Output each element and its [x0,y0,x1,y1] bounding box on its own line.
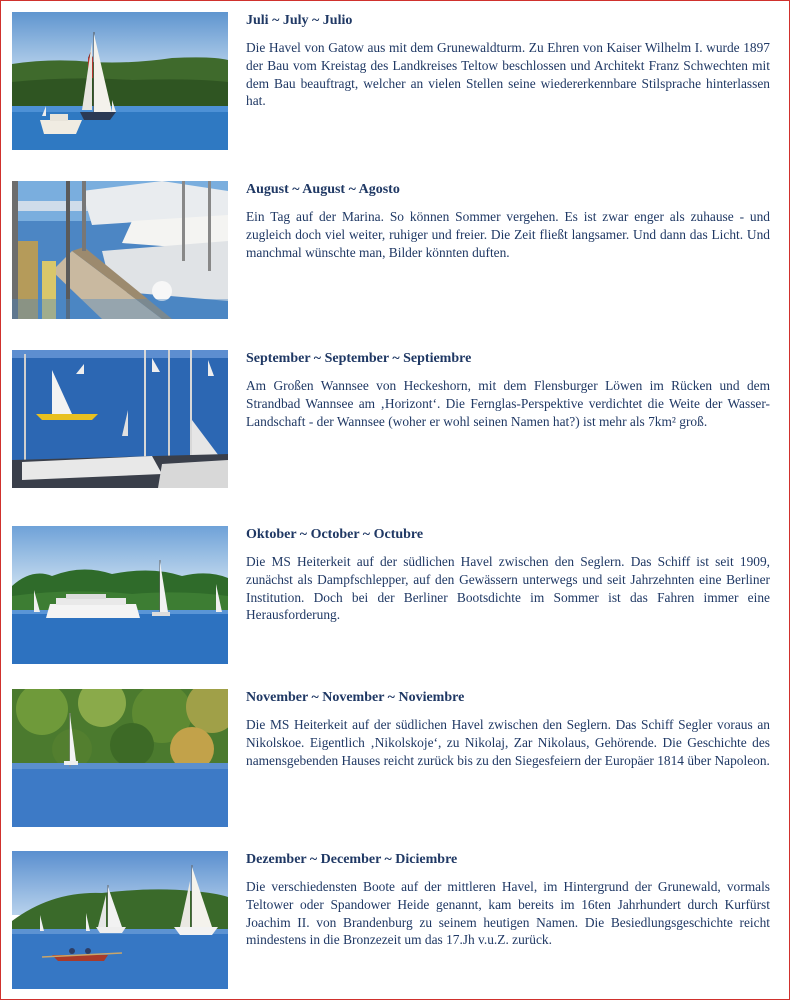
photo-october [12,526,228,664]
month-heading: November ~ November ~ Noviembre [246,690,465,705]
month-heading: Oktober ~ October ~ Octubre [246,527,424,542]
photo-september [12,350,228,488]
month-description: Die MS Heiterkeit auf der südlichen Havel zwischen den Seglern. Das Schiff ist seit 1909, zunächst als Dampfschlepper, auf den Gewässern unterwegs und seit Jahrzehnten eine Berliner Institution. Doch bei der Berliner Bootsdichte im Sommer ist das Fahren immer eine Herausforderung. [246,554,770,623]
photo-december [12,851,228,989]
month-heading: Juli ~ July ~ Julio [246,13,353,28]
month-description: Ein Tag auf der Marina. So können Sommer vergehen. Es ist zwar enger als zuhause - und zugleich doch viel weiter, ruhiger und freier. Die Zeit fließt langsamer. Und dann das Licht. Und manchmal wünschte man, Bilder könnten duften. [246,209,770,260]
month-description: Am Großen Wannsee von Heckeshorn, mit dem Flensburger Löwen im Rücken und dem Strandbad Wannsee am ‚Horizont‘. Die Fernglas-Perspektive verdichtet die Weite der Wasser-Landschaft - der Wannsee (woher er wohl seinen Namen hat?) ist mehr als 7km² groß. [246,378,770,429]
month-heading: August ~ August ~ Agosto [246,182,400,197]
photo-july [12,12,228,150]
month-description: Die verschiedensten Boote auf der mittleren Havel, im Hintergrund der Grunewald, vormals Teltower oder Spandower Heide genannt, kam bereits im 16ten Jahrhundert durch Kurfürst Joachim II. von Brandenburg zu seinem heutigen Namen. Die Besiedlungsgeschichte reicht mindestens in die Bronzezeit um das 17.Jh v.u.Z. zurück. [246,879,770,948]
month-description: Die MS Heiterkeit auf der südlichen Havel zwischen den Seglern. Das Schiff Segler voraus an Nikolskoe. Eigentlich ‚Nikolskoje‘, zu Nikolaj, Zar Nikolaus, Gehörende. Die Geschichte des namensgebenden Hauses reicht zurück bis zu den Siegesfeiern der Europäer 1814 über Napoleon. [246,717,770,768]
month-heading: September ~ September ~ Septiembre [246,351,472,366]
photo-august [12,181,228,319]
month-heading: Dezember ~ December ~ Diciembre [246,852,458,867]
month-description: Die Havel von Gatow aus mit dem Grunewaldturm. Zu Ehren von Kaiser Wilhelm I. wurde 1897 der Bau vom Kreistag des Landkreises Teltow beschlossen und Architekt Franz Schwechten mit dem Bau beauftragt, welcher an vielen Stellen seine wiedererkennbare Stilsprache hinterlassen hat. [246,40,770,109]
photo-november [12,689,228,827]
